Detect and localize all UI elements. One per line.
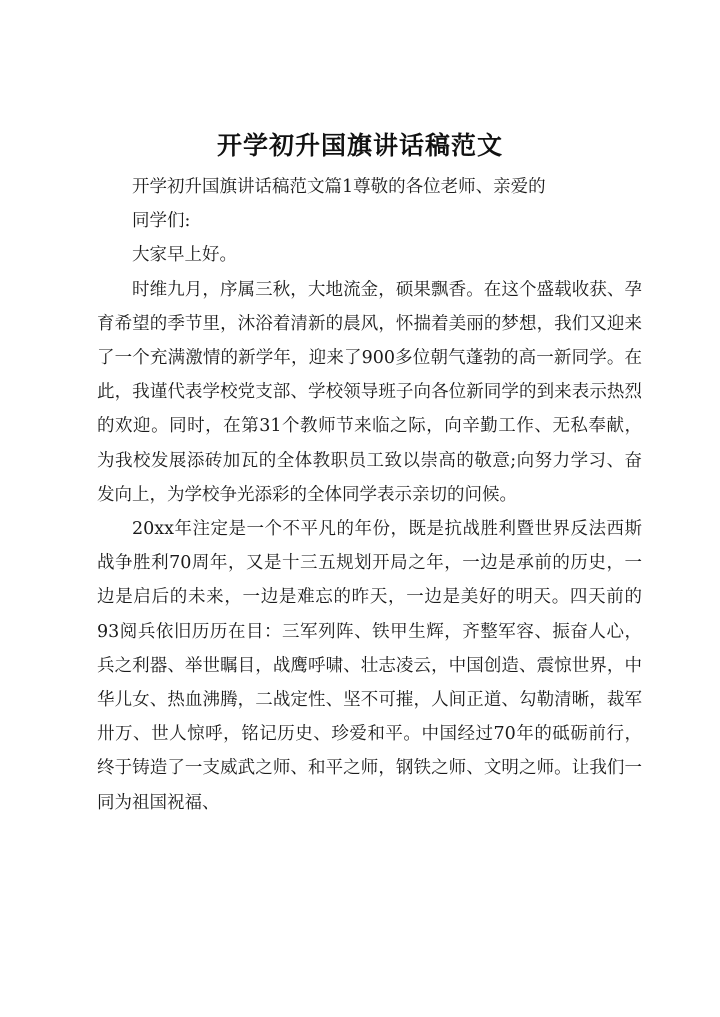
- paragraph-greeting: 大家早上好。: [132, 245, 237, 266]
- paragraph-anniversary: 20xx年注定是一个不平凡的年份，既是抗战胜利暨世界反法西斯战争胜利70周年，又是十三五规划开局之年，一边是承前的历史，一边是启后的未来，一边是难忘的昨天，一边是美好的明天。四天前的93阅兵依旧历历在目：三军列阵、铁甲生辉，齐整军容、振奋人心，兵之利器、举世瞩目，战鹰呼啸、壮志凌云，中国创造、震惊世界，中华儿女、热血沸腾，二战定性、坚不可摧，人间正道、勾勒清晰，裁军卅万、世人惊呼，铭记历史、珍爱和平。中国经过70年的砥砺前行，终于铸造了一支威武之师、和平之师，钢铁之师、文明之师。让我们一同为祖国祝福、: [97, 519, 642, 813]
- paragraph-intro: 开学初升国旗讲话稿范文篇1尊敬的各位老师、亲爱的: [132, 177, 546, 197]
- paragraph-salutation: 同学们:: [132, 211, 191, 232]
- document-body: [97, 170, 642, 820]
- paragraph-welcome: 时维九月，序属三秋，大地流金，硕果飘香。在这个盛载收获、孕育希望的季节里，沐浴着清新的晨风，怀揣着美丽的梦想，我们又迎来了一个充满激情的新学年，迎来了900多位朝气蓬勃的高一新同学。在此，我谨代表学校党支部、学校领导班子向各位新同学的到来表示热烈的欢迎。同时，在第31个教师节来临之际，向辛勤工作、无私奉献，为我校发展添砖加瓦的全体教职员工致以崇高的敬意;向努力学习、奋发向上，为学校争光添彩的全体同学表示亲切的问候。: [97, 279, 642, 505]
- document-title: 开学初升国旗讲话稿范文: [216, 131, 503, 160]
